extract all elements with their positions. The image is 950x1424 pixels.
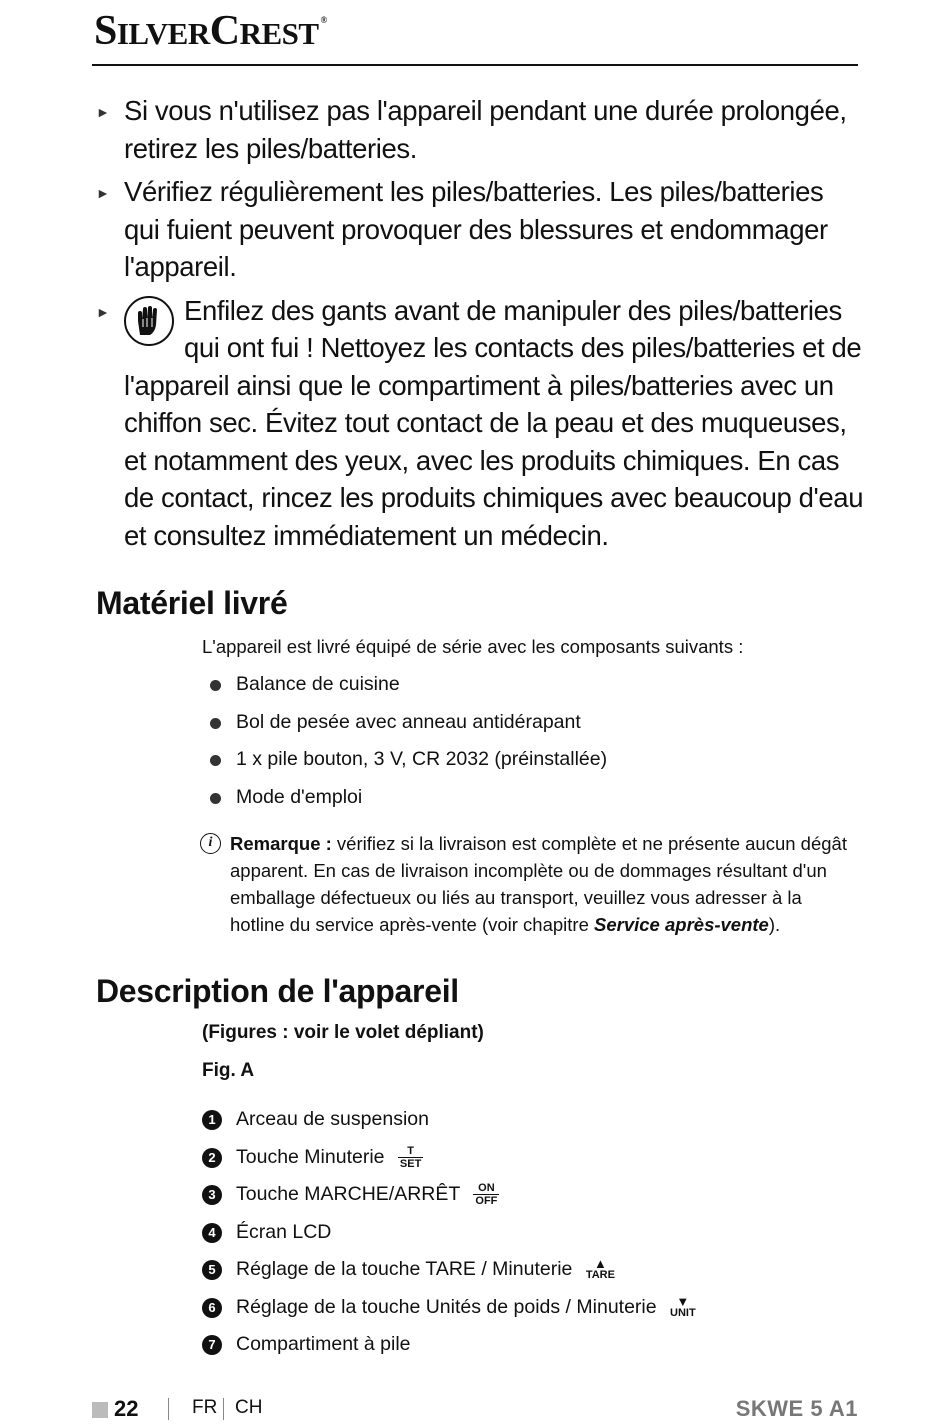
gloves-icon xyxy=(124,296,174,346)
parts-list xyxy=(202,1101,696,1364)
number-badge: 3 xyxy=(202,1185,222,1205)
number-badge: 5 xyxy=(202,1260,222,1280)
timer-set-icon: T SET xyxy=(399,1144,422,1170)
part-item xyxy=(202,1176,696,1214)
on-off-icon: ON OFF xyxy=(475,1182,498,1208)
language-fr: FR xyxy=(192,1397,218,1418)
part-item xyxy=(202,1139,696,1177)
part-label: Réglage de la touche Unités de poids / Minuterie xyxy=(236,1295,657,1318)
figures-note: (Figures : voir le volet dépliant) xyxy=(202,1022,484,1043)
part-label: Réglage de la touche TARE / Minuterie xyxy=(236,1258,573,1280)
list-item: Balance de cuisine xyxy=(210,666,607,704)
section-title-materiel: Matériel livré xyxy=(96,585,288,621)
number-badge: 6 xyxy=(202,1298,222,1318)
section-intro: L'appareil est livré équipé de série avec les composants suivants : xyxy=(202,636,744,657)
triangle-bullet-icon: ► xyxy=(96,185,110,201)
number-badge: 1 xyxy=(202,1110,222,1130)
triangle-bullet-icon: ► xyxy=(96,303,110,320)
part-label: Touche Minuterie xyxy=(236,1145,385,1168)
number-badge: 4 xyxy=(202,1223,222,1243)
warning-text: Si vous n'utilisez pas l'appareil pendant une durée prolongée, retirez les piles/batteries. xyxy=(124,95,847,164)
figure-label: Fig. A xyxy=(202,1060,255,1081)
note-link: Service après-vente xyxy=(594,914,769,935)
number-badge: 7 xyxy=(202,1335,222,1355)
note-text: vérifiez si la livraison est complète et ne présente aucun dégât apparent. En cas de livraison incomplète ou de dommages résultant d'un emballage défectueux ou liés au transport, veuillez vous adresser à la hotline du service après-vente (voir chapitre xyxy=(230,833,847,935)
model-number: SKWE 5 A1 xyxy=(735,1396,858,1421)
part-label: Écran LCD xyxy=(236,1220,332,1243)
list-item: Mode d'emploi xyxy=(210,779,607,817)
note-end: ). xyxy=(768,914,781,935)
tare-up-icon: ▲ TARE xyxy=(585,1256,615,1282)
warning-text: Enfilez des gants avant de manipuler des piles/batteries qui ont fui ! Nettoyez les contacts des piles/batteries et de l'appareil ainsi que le compartiment à piles/batteries avec un chiffon sec. Évitez tout contact de la peau et des muqueuses, et notamment des yeux, avec les produits chimiques. En cas de contact, rincez les produits chimiques avec beaucoup d'eau et consultez immédiatement un médecin. xyxy=(124,294,864,551)
triangle-bullet-icon: ► xyxy=(96,104,110,120)
page-number: 22 xyxy=(114,1396,139,1421)
number-badge: 2 xyxy=(202,1148,222,1168)
note-box xyxy=(200,830,860,938)
divider xyxy=(223,1398,224,1420)
part-label: Compartiment à pile xyxy=(236,1333,411,1355)
warning-item xyxy=(96,92,866,167)
warning-list xyxy=(96,92,866,560)
list-item: 1 x pile bouton, 3 V, CR 2032 (préinstallée) xyxy=(210,741,607,779)
contents-list xyxy=(210,666,607,816)
brand-logo: SILVERCREST ® xyxy=(94,8,327,54)
warning-item xyxy=(96,173,866,286)
part-item xyxy=(202,1289,696,1327)
divider xyxy=(168,1398,169,1420)
header-rule xyxy=(92,64,858,66)
warning-text: Vérifiez régulièrement les piles/batteries. Les piles/batteries qui fuient peuvent provoquer des blessures et endommager l'appareil. xyxy=(124,176,828,282)
language-ch: CH xyxy=(235,1397,263,1418)
info-icon: i xyxy=(200,833,221,854)
section-title-description: Description de l'appareil xyxy=(96,973,459,1009)
part-item xyxy=(202,1214,696,1252)
note-label: Remarque : xyxy=(230,833,332,854)
unit-down-icon: ▼ UNIT xyxy=(670,1293,696,1319)
part-label: Arceau de suspension xyxy=(236,1108,429,1130)
part-item xyxy=(202,1101,696,1139)
part-item xyxy=(202,1326,696,1364)
part-label: Touche MARCHE/ARRÊT xyxy=(236,1183,460,1205)
warning-item xyxy=(96,292,866,555)
list-item: Bol de pesée avec anneau antidérapant xyxy=(210,704,607,742)
page-marker-icon xyxy=(92,1402,108,1418)
page-footer xyxy=(92,1396,858,1424)
part-item xyxy=(202,1251,696,1289)
